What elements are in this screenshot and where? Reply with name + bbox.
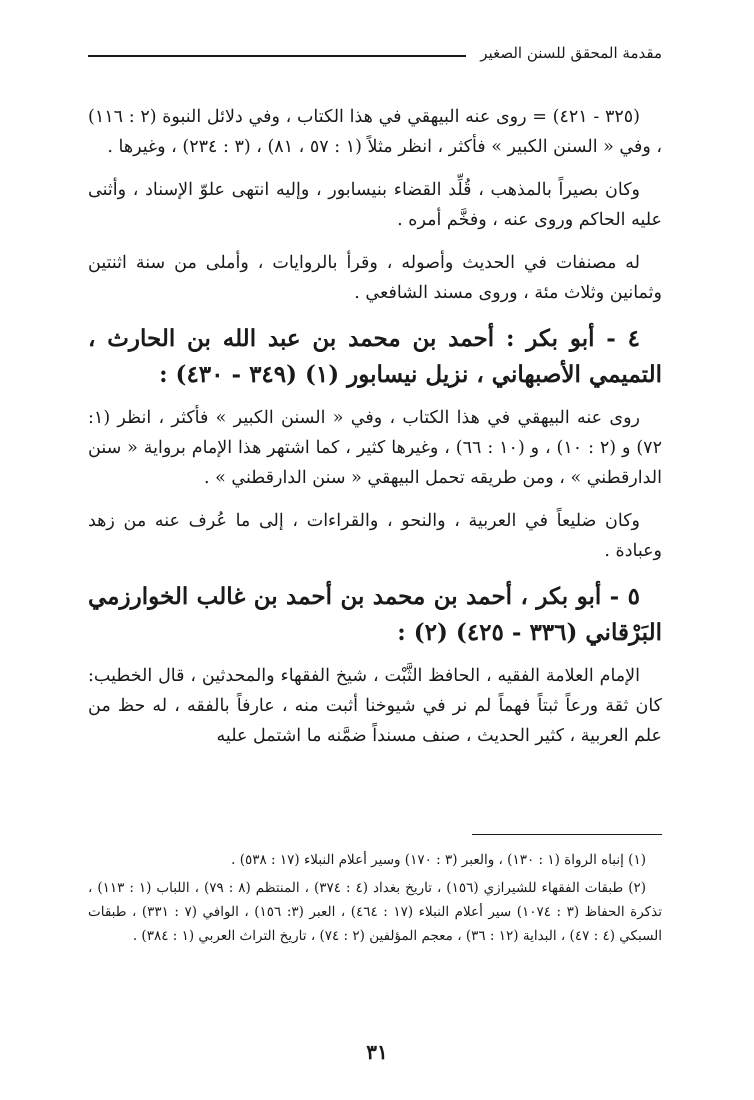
header-rule [88,55,466,57]
footnotes [88,848,662,952]
header-title: مقدمة المحقق للسنن الصغير [480,44,662,62]
running-header [88,30,662,66]
footnote-2: (٢) طبقات الفقهاء للشيرازي (١٥٦) ، تاريخ بغداد (٤ : ٣٧٤) ، المنتظم (٨ : ٧٩) ، اللباب (١ : ١١٣) ، تذكرة الحفاظ (٣ : ١٠٧٤) سير أعلام النبلاء (١٧ : ٤٦٤) ، العبر (٣: ١٥٦) ، الوافي (٧ : ٣٣١) ، طبقات السبكي (٤ : ٤٧) ، البداية (١٢ : ٣٦) ، معجم المؤلفين (٢ : ٧٤) ، تاريخ التراث العربي (١ : ٣٨٤) . [88,880,662,944]
entry-heading-4: ٤ - أبو بكر : أحمد بن محمد بن عبد الله بن الحارث ، التميمي الأصبهاني ، نزيل نيسابور (١) (٣٤٩ - ٤٣٠) : [88,325,662,388]
paragraph-1: (٣٢٥ - ٤٢١) = روى عنه البيهقي في هذا الكتاب ، وفي دلائل النبوة (٢ : ١١٦) ، وفي « السنن الكبير » فأكثر ، انظر مثلاً (١ : ٥٧ ، ٨١) ، (٣ : ٢٣٤) ، وغيرها . [88,107,662,157]
footnote-separator [472,834,662,835]
paragraph-2: وكان بصيراً بالمذهب ، قُلِّد القضاء بنيسابور ، وإليه انتهى علوّ الإسناد ، وأثنى عليه الحاكم وروى عنه ، وفخَّم أمره . [88,180,662,230]
paragraph-3: له مصنفات في الحديث وأصوله ، وقرأ بالروايات ، وأملى من سنة اثنتين وثمانين وثلاث مئة ، وروى مسند الشافعي . [88,253,662,303]
footnote-1: (١) إنباه الرواة (١ : ١٣٠) ، والعبر (٣ : ١٧٠) وسير أعلام النبلاء (١٧ : ٥٣٨) . [231,852,646,868]
paragraph-5: وكان ضليعاً في العربية ، والنحو ، والقراءات ، إلى ما عُرف عنه من زهد وعبادة . [88,511,662,561]
main-text [88,102,662,764]
paragraph-6: الإمام العلامة الفقيه ، الحافظ الثَّبْت ، شيخ الفقهاء والمحدثين ، قال الخطيب: كان ثقة ورعاً ثبتاً فهماً لم نر في شيوخنا أثبت منه ، عارفاً بالفقه ، له حظ من علم العربية ، كثير الحديث ، صنف مسنداً ضمَّنه ما اشتمل عليه [88,666,662,746]
page-number: ٣١ [366,1040,388,1064]
entry-heading-5: ٥ - أبو بكر ، أحمد بن محمد بن أحمد بن غالب الخوارزمي البَرْقاني (٣٣٦ - ٤٢٥) (٢) : [88,583,662,646]
paragraph-4: روى عنه البيهقي في هذا الكتاب ، وفي « السنن الكبير » فأكثر ، انظر (١: ٧٢) و (٢ : ١٠) ، و (١٠ : ٦٦) ، وغيرها كثير ، كما اشتهر هذا الإمام برواية « سنن الدارقطني » ، ومن طريقه تحمل البيهقي « سنن الدارقطني » . [88,408,662,488]
